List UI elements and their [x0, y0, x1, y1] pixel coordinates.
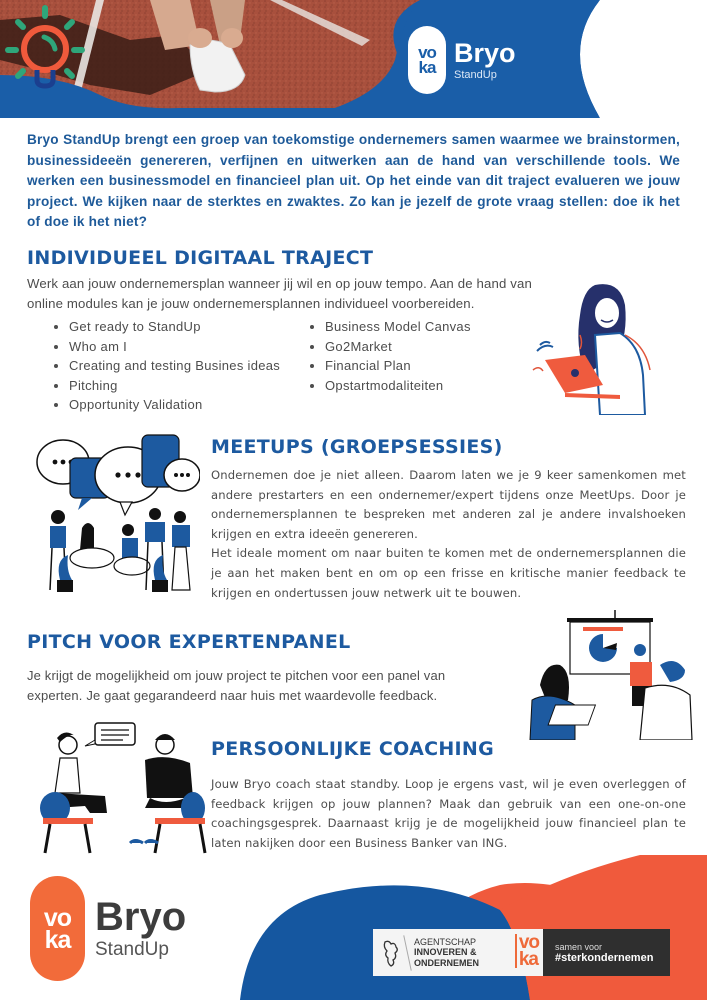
- bryo-wordmark: [95, 894, 187, 961]
- module-list-col1: [50, 317, 280, 415]
- voka-mark-line1: vo: [518, 932, 539, 953]
- brand-name: Bryo: [95, 894, 187, 939]
- module-item: Pitching: [50, 376, 280, 396]
- brand-subtitle: StandUp: [95, 938, 169, 960]
- lightbulb-icon: [0, 0, 90, 90]
- pitch-presentation-illustration: [520, 610, 700, 740]
- section-title-meetups: MEETUPS (GROEPSESSIES): [211, 436, 503, 458]
- bryo-standup-logo-top: [408, 26, 516, 94]
- voka-partner-logo: [515, 934, 539, 968]
- voka-mark-line2: ka: [44, 925, 71, 954]
- section-text-pitch: Je krijgt de mogelijkheid om jouw project te pitchen voor een panel van experten. Je gaat gegarandeerd naar huis met waardevolle feedback.: [27, 668, 446, 703]
- divider: [403, 935, 411, 970]
- brand-name: Bryo: [454, 38, 516, 68]
- agency-line-3: ONDERNEMEN: [414, 957, 480, 968]
- module-item: Who am I: [50, 337, 280, 357]
- section-title-individueel-digitaal-traject: INDIVIDUEEL DIGITAAL TRAJECT: [27, 247, 374, 269]
- module-item: Get ready to StandUp: [50, 317, 280, 337]
- intro-paragraph: Bryo StandUp brengt een groep van toekomstige ondernemers samen waarmee we brainstormen, businessideeën genereren, verfijnen en uitwerken aan de hand van verschillende tools. We werken een businessmodel en financieel plan uit. Op het einde van dit traject evalueren we jouw project. We kijken naar de sterktes en zwaktes. Zo kan je jezelf de grote vraag stellen: doe ik het of doe ik het niet?: [27, 132, 680, 229]
- meetups-paragraph-1: Ondernemen doe je niet alleen. Daarom laten we je 9 keer samenkomen met andere prestarters en een ondernemer/expert tijdens onze MeetUps. Door je ondernemersplannen te bespreken met anderen zal je andere invalshoeken krijgen en extra ideeën genereren.: [211, 468, 686, 541]
- bryo-standup-logo-bottom: [30, 876, 186, 981]
- voka-logo-mark: [408, 26, 446, 94]
- meetups-paragraph-2: Het ideale moment om naar buiten te komen met de ondernemersplannen die je aan het maken bent en om op een frisse en kritische manier feedback te krijgen en ondertussen jouw netwerk uit te bouwen.: [211, 546, 686, 600]
- brand-subtitle: StandUp: [454, 69, 497, 81]
- bryo-wordmark: [454, 39, 516, 81]
- module-item: Business Model Canvas: [306, 317, 471, 337]
- section-text-coaching: Jouw Bryo coach staat standby. Loop je ergens vast, wil je even overleggen of feedback krijgen op jouw plannen? Maak dan gebruik van een one-on-one coachingsgesprek. Daarnaast krijg je de mogelijkheid jouw financieel plan te laten nakijken door een Business Banker van ING.: [211, 777, 686, 850]
- header-banner: [0, 0, 707, 118]
- woman-with-laptop-illustration: [525, 275, 665, 415]
- voka-mark-line1: vo: [43, 903, 72, 932]
- sterkondernemen-slogan: [543, 929, 670, 976]
- flemish-lion-icon: [381, 938, 401, 968]
- agency-name: [414, 937, 479, 969]
- module-item: Creating and testing Busines ideas: [50, 356, 280, 376]
- module-list-col2: [306, 317, 471, 395]
- section-title-persoonlijke-coaching: PERSOONLIJKE COACHING: [211, 738, 494, 760]
- voka-mark-line2: ka: [418, 58, 436, 77]
- module-item: Go2Market: [306, 337, 471, 357]
- voka-logo-mark: [30, 876, 85, 981]
- coaching-conversation-illustration: [35, 718, 210, 858]
- module-item: Financial Plan: [306, 356, 471, 376]
- meetup-group-illustration: [30, 430, 200, 595]
- section-text-individueel-digitaal-traject: Werk aan jouw ondernemersplan wanneer jij wil en op jouw tempo. Aan de hand van online modules kan je jouw ondernemersplannen individueel voorbereiden.: [27, 276, 532, 311]
- agency-line-2: INNOVEREN &: [414, 947, 477, 958]
- partner-logos-bar: [373, 929, 670, 976]
- voka-mark-line1: vo: [418, 43, 436, 62]
- section-text-meetups: [211, 466, 686, 603]
- module-item: Opportunity Validation: [50, 395, 280, 415]
- module-item: Opstartmodaliteiten: [306, 376, 471, 396]
- slogan-small: samen voor: [555, 941, 603, 952]
- slogan-hashtag: #sterkondernemen: [555, 951, 654, 964]
- agentschap-innoveren-ondernemen-logo: [373, 929, 543, 976]
- section-title-pitch-voor-expertenpanel: PITCH VOOR EXPERTENPANEL: [27, 631, 351, 653]
- agency-line-1: AGENTSCHAP: [414, 936, 477, 947]
- voka-mark-line2: ka: [518, 949, 538, 970]
- header-photo-and-shapes: [0, 0, 707, 118]
